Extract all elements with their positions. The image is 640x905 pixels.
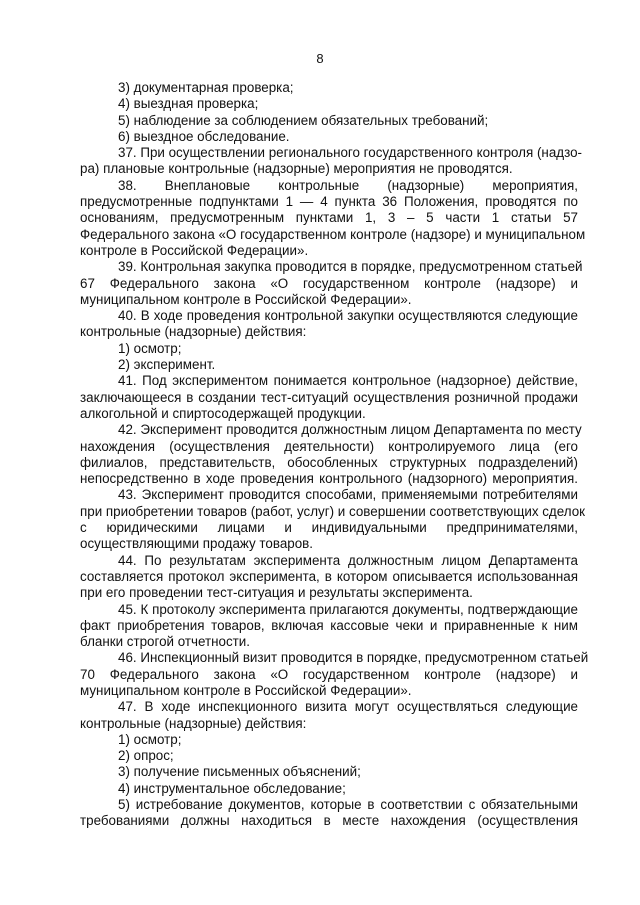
text-line: 39. Контрольная закупка проводится в порядке, предусмотренном статьей [118, 259, 583, 275]
text-line: 4) инструментальное обследование; [118, 780, 346, 796]
text-line: требованиями должны находиться в месте нахождения (осуществления [80, 813, 578, 829]
text-line: филиалов, представительств, обособленных структурных подразделений) [80, 454, 578, 470]
text-line: 47. В ходе инспекционного визита могут осуществляться следующие [118, 699, 578, 715]
page-number: 8 [316, 51, 324, 66]
text-line: 6) выездное обследование. [118, 128, 290, 144]
text-line: заключающееся в создании тест-ситуаций осуществления розничной продажи [80, 389, 578, 405]
text-line: 2) опрос; [118, 748, 174, 764]
text-line: 46. Инспекционный визит проводится в порядке, предусмотренном статьей [118, 650, 589, 666]
text-line: 5) наблюдение за соблюдением обязательных требований; [118, 112, 489, 128]
text-line: муниципальном контроле в Российской Федерации». [80, 291, 412, 307]
text-line: ра) плановые контрольные (надзорные) мероприятия не проводятся. [80, 161, 513, 177]
text-line: 37. При осуществлении регионального государственного контроля (надзо- [118, 145, 582, 161]
text-line: контроле в Российской Федерации». [80, 242, 309, 258]
text-line: составляется протокол эксперимента, в котором описывается использованная [80, 568, 578, 584]
text-line: 70 Федерального закона «О государственном контроле (надзоре) и [80, 666, 578, 682]
text-line: непосредственно в ходе проведения контрольного (надзорного) мероприятия. [80, 471, 578, 487]
text-line: при приобретении товаров (работ, услуг) и совершении соответствующих сделок [80, 503, 586, 519]
text-line: при его проведении тест-ситуация и результаты эксперимента. [80, 585, 473, 601]
text-line: 3) получение письменных объяснений; [118, 764, 361, 780]
document-body [80, 80, 589, 830]
text-line: 4) выездная проверка; [118, 96, 259, 112]
text-line: 3) документарная проверка; [118, 80, 294, 95]
text-line: 45. К протоколу эксперимента прилагаются документы, подтверждающие [118, 601, 578, 617]
text-line: Федерального закона «О государственном контроле (надзоре) и муниципальном [80, 226, 586, 242]
text-line: 1) осмотр; [118, 340, 182, 356]
text-line: 43. Эксперимент проводится способами, применяемыми потребителями [118, 487, 578, 503]
text-line: 40. В ходе проведения контрольной закупки осуществляются следующие [118, 308, 578, 324]
text-line: 42. Эксперимент проводится должностным лицом Департамента по месту [118, 422, 582, 438]
text-line: контрольные (надзорные) действия: [80, 715, 307, 731]
text-line: факт приобретения товаров, включая кассовые чеки и приравненные к ним [80, 617, 578, 633]
text-line: контрольные (надзорные) действия: [80, 324, 307, 340]
text-line: муниципальном контроле в Российской Федерации». [80, 682, 412, 698]
text-line: 2) эксперимент. [118, 357, 216, 373]
text-line: осуществляющими продажу товаров. [80, 536, 314, 552]
text-line: 67 Федерального закона «О государственном контроле (надзоре) и [80, 275, 578, 291]
text-line: бланки строгой отчетности. [80, 634, 251, 650]
text-line: 5) истребование документов, которые в соответствии с обязательными [118, 797, 578, 813]
text-line: алкогольной и спиртосодержащей продукции. [80, 405, 366, 421]
text-line: 44. По результатам эксперимента должностным лицом Департамента [118, 552, 578, 568]
text-line: 41. Под экспериментом понимается контрольное (надзорное) действие, [118, 373, 578, 389]
text-line: предусмотренные подпунктами 1 — 4 пункта 36 Положения, проводятся по [80, 194, 578, 210]
text-line: 1) осмотр; [118, 731, 182, 747]
text-line: основаниям, предусмотренным пунктами 1, 3 – 5 части 1 статьи 57 [80, 210, 578, 226]
text-line: 38. Внеплановые контрольные (надзорные) мероприятия, [118, 177, 578, 193]
text-line: нахождения (осуществления деятельности) контролируемого лица (его [80, 438, 578, 454]
text-line: с юридическими лицами и индивидуальными предпринимателями, [80, 520, 578, 536]
